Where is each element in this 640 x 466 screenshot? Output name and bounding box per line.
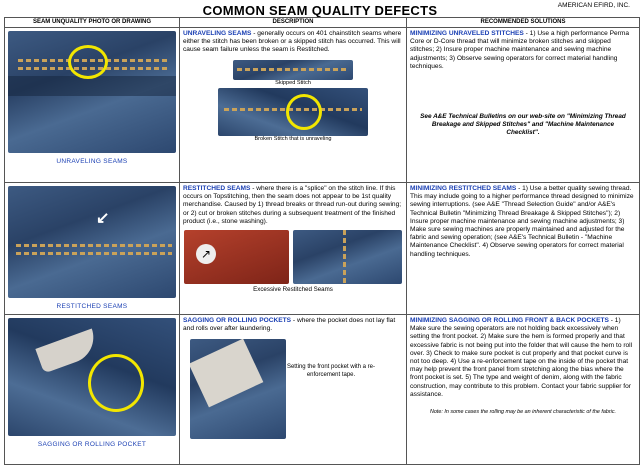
table-row — [5, 315, 640, 465]
solution-text: - 1) Use a high performance Perma Core or D-Core thread that will minimize broken stitches and skipped stitches; 2) Insure proper machine maintenance and sewing machine adjustments; 3) Observe sewing operators for correct material handling techniques. — [410, 30, 629, 70]
unraveling-seam-photo — [8, 31, 176, 153]
photo-cell — [5, 315, 180, 465]
skipped-stitch-image — [233, 60, 353, 80]
highlight-circle — [68, 45, 108, 79]
description-cell — [180, 315, 407, 465]
restitched-image-denim — [293, 230, 402, 284]
photo-cell — [5, 28, 180, 183]
row-caption: RESTITCHED SEAMS — [56, 303, 128, 310]
solution-title: MINIMIZING UNRAVELED STITCHES — [410, 30, 524, 37]
description-text: - where the pocket does not lay flat and rolls over after laundering. — [183, 317, 396, 333]
solution-cell — [407, 315, 640, 465]
description-text: - generally occurs on 401 chainstitch seams where either the stitch has been broken or a skipped stitch has occurred. This will cause seam failure unless the seam is Restitched. — [183, 30, 402, 54]
solution-text: - 1) Make sure the sewing operators are not holding back excessively when setting the front pocket. 2) Make sure the hem is formed properly and that excessive fabric is not being put into the folder that will cause the hem to roll over. 3) Check to make sure pocket is cut properly and that pocket curve is not too deep. 4) Use a re-enforcement tape on the inside of the pocket that may help prevent the front panel from stretching along the bias where the front pocket is set. 5) The type and weight of denim, along with the fabric construction, may contribute to this problem. Contact your fabric supplier for assistance. — [410, 317, 633, 398]
defects-table — [4, 17, 640, 465]
column-header-description: DESCRIPTION — [180, 18, 407, 28]
highlight-circle — [88, 354, 144, 412]
solution-cell — [407, 28, 640, 183]
description-cell — [180, 28, 407, 183]
page-title: COMMON SEAM QUALITY DEFECTS — [202, 3, 438, 18]
broken-stitch-image — [218, 88, 368, 136]
bulletin-note: See A&E Technical Bulletins on our web-site on "Minimizing Thread Breakage and Skipped Stitches" and "Machine Maintenance Checklist". — [420, 113, 626, 137]
description-title: RESTITCHED SEAMS — [183, 185, 251, 192]
image-note: Setting the front pocket with a re-enforcement tape. — [286, 364, 376, 379]
image-caption: Excessive Restitched Seams — [253, 286, 333, 294]
description-title: SAGGING OR ROLLING POCKETS — [183, 317, 292, 324]
restitched-image-red — [184, 230, 289, 284]
image-caption: Skipped Stitch — [275, 79, 311, 86]
row-caption: SAGGING OR ROLLING POCKET — [37, 441, 147, 448]
company-name: AMERICAN EFIRD, INC. — [557, 2, 630, 9]
solution-cell — [407, 183, 640, 315]
solution-title: MINIMIZING RESTITCHED SEAMS — [410, 185, 517, 192]
pocket-tape-image — [190, 339, 286, 439]
solution-title: MINIMIZING SAGGING OR ROLLING FRONT & BACK POCKETS — [410, 317, 609, 324]
sagging-pocket-photo — [8, 318, 176, 436]
description-title: UNRAVELING SEAMS — [183, 30, 252, 37]
table-row — [5, 28, 640, 183]
photo-cell — [5, 183, 180, 315]
table-row — [5, 183, 640, 315]
column-header-solutions: RECOMMENDED SOLUTIONS — [407, 18, 640, 28]
highlight-circle — [286, 94, 322, 130]
image-caption: Broken Stitch that is unraveling — [254, 135, 332, 142]
row-caption: UNRAVELING SEAMS — [56, 158, 128, 165]
description-cell — [180, 183, 407, 315]
restitched-seam-photo — [8, 186, 176, 298]
description-text: - where there is a "splice" on the stitch line. If this occurs on Topstitching, then the seam does not appear to be 1st quality merchandise. Caused by 1) thread breaks or thread run-out during sewing; or 2) cut or broken stitches during a subsequent treatment of the finished product (i.e., stone washing). — [183, 185, 402, 225]
solution-text: - 1) Use a better quality sewing thread. This may include going to a higher performance thread designed to minimize sewing interruptions. (see A&E "Thread Selection Guide" and/or A&E's Technical Bulletin "Minimizing Thread Breakage & Skipped Stitches"); 2) Insure proper machine maintenance and sewing machine adjustments; 3) Make sure sewing machines are properly maintained and adjusted for the fabric and sewing operation; (see A&E's Technical Bulletin - "Machine Maintenance Checklist". 4) Observe sewing operators for correct material handling techniques. — [410, 185, 634, 258]
column-header-photo: SEAM UNQUALITY PHOTO OR DRAWING — [5, 18, 180, 28]
arrow-indicator: ↙ — [96, 210, 110, 227]
footnote: Note: In some cases the rolling may be an inherent characteristic of the fabric. — [429, 409, 617, 416]
header-row — [5, 18, 640, 28]
arrow-icon: ↗ — [196, 244, 216, 264]
